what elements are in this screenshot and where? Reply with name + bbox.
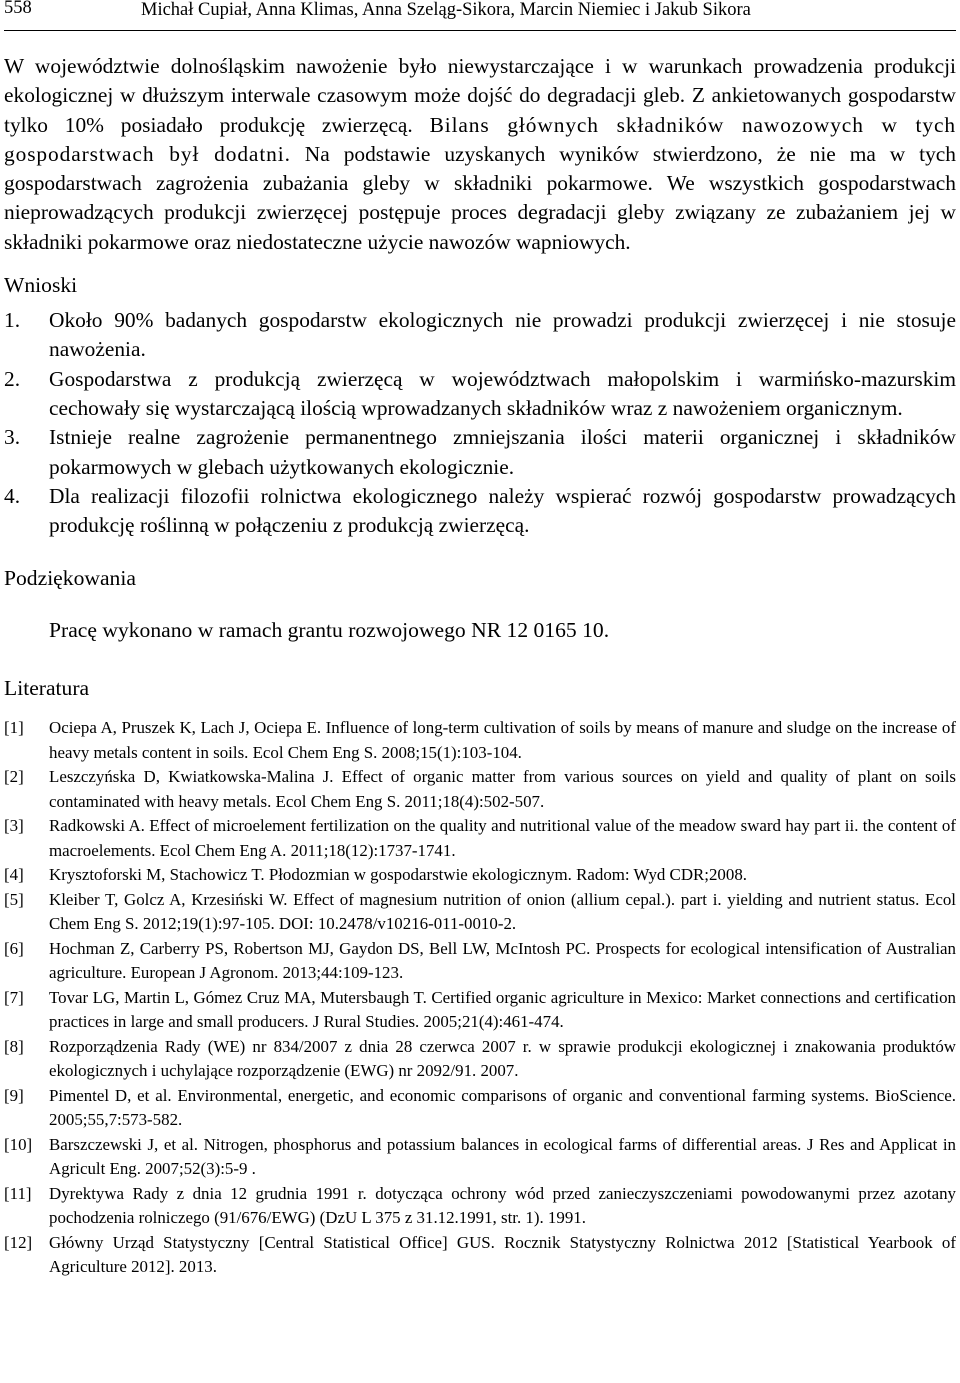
reference-text: Ociepa A, Pruszek K, Lach J, Ociepa E. Influence of long-term cultivation of soils by means of manure and sludge on the increase of heavy metals content in soils. Ecol Chem Eng S. 2008;15(1):103-104. [49, 718, 956, 762]
reference-item [4, 716, 956, 765]
conclusion-item [4, 482, 956, 541]
reference-number: [10] [4, 1134, 33, 1154]
reference-text: Barszczewski J, et al. Nitrogen, phosphorus and potassium balances in ecological farms of differential areas. J Res and Applicat in Agricult Eng. 2007;52(3):5-9 . [49, 1134, 956, 1179]
conclusions-list [4, 306, 956, 540]
reference-item [4, 937, 956, 986]
reference-number: [8] [4, 1036, 24, 1056]
conclusion-item [4, 365, 956, 424]
reference-number: [7] [4, 987, 24, 1007]
conclusion-number: 1. [4, 308, 21, 333]
reference-text: Radkowski A. Effect of microelement fertilization on the quality and nutritional value of the meadow sward hay part ii. the content of macroelements. Ecol Chem Eng A. 2011;18(12):1737-1741. [49, 816, 956, 860]
reference-text: Główny Urząd Statystyczny [Central Statistical Office] GUS. Rocznik Statystyczny Rolnictwa 2012 [Statistical Yearbook of Agriculture 2012]. 2013. [49, 1232, 956, 1277]
reference-number: [9] [4, 1085, 24, 1105]
intro-text-b: Bilans głównych składników nawozowych w tych gospodarstwach był dodatni. [4, 112, 956, 166]
reference-number: [12] [4, 1232, 33, 1252]
conclusion-text: Gospodarstwa z produkcją zwierzęcą w województwach małopolskim i warmińsko-mazurskim cechowały się wystarczającą ilością wprowadzanych składników wraz z nawożeniem organicznym. [49, 366, 956, 420]
intro-text-c: Na podstawie uzyskanych wyników stwierdzono, że nie ma w tych gospodarstwach zagrożenia zubażania gleby w składniki pokarmowe. We wszystkich gospodarstwach nieprowadzących produkcji zwierzęcej postępuje proces degradacji gleby związany ze zubażaniem jej w składniki pokarmowe oraz niedostateczne użycie nawozów wapniowych. [4, 141, 956, 254]
reference-number: [5] [4, 889, 24, 909]
reference-item [4, 1133, 956, 1182]
reference-number: [11] [4, 1183, 32, 1203]
conclusion-item [4, 423, 956, 482]
reference-number: [4] [4, 865, 24, 885]
reference-item [4, 986, 956, 1035]
reference-item [4, 1084, 956, 1133]
intro-paragraph [4, 52, 956, 257]
running-head-authors: Michał Cupiał, Anna Klimas, Anna Szeląg-Sikora, Marcin Niemiec i Jakub Sikora [141, 0, 751, 20]
reference-number: [3] [4, 816, 24, 836]
reference-item [4, 765, 956, 814]
reference-text: Tovar LG, Martin L, Gómez Cruz MA, Mutersbaugh T. Certified organic agriculture in Mexico: Market connections and certification practices in large and small producers. J Rural Studies. 2005;21(4):461-474. [49, 987, 956, 1032]
conclusion-number: 3. [4, 425, 21, 450]
page-number: 558 [4, 0, 32, 18]
reference-text: Krysztoforski M, Stachowicz T. Płodozmian w gospodarstwie ekologicznym. Radom: Wyd CDR;2008. [49, 865, 747, 885]
reference-text: Dyrektywa Rady z dnia 12 grudnia 1991 r. dotycząca ochrony wód przed zanieczyszczeniami powodowanymi przez azotany pochodzenia rolniczego (91/676/EWG) (DzU L 375 z 31.12.1991, str. 1). 1991. [49, 1183, 956, 1228]
acknowledgements-heading: Podziękowania [4, 566, 136, 591]
page-header [4, 0, 956, 31]
reference-item [4, 863, 956, 888]
references-list [4, 716, 956, 1280]
reference-number: [6] [4, 938, 24, 958]
conclusion-item [4, 306, 956, 365]
conclusion-number: 2. [4, 366, 21, 391]
reference-number: [1] [4, 718, 24, 738]
reference-text: Hochman Z, Carberry PS, Robertson MJ, Gaydon DS, Bell LW, McIntosh PC. Prospects for ecological intensification of Australian agriculture. European J Agronom. 2013;44:109-123. [49, 938, 956, 983]
reference-text: Leszczyńska D, Kwiatkowska-Malina J. Effect of organic matter from various sources on yield and quality of plant on soils contaminated with heavy metals. Ecol Chem Eng S. 2011;18(4):502-507. [49, 767, 956, 811]
references-heading: Literatura [4, 676, 90, 701]
conclusion-text: Około 90% badanych gospodarstw ekologicznych nie prowadzi produkcji zwierzęcej i nie stosuje nawożenia. [49, 308, 956, 362]
acknowledgements-text: Pracę wykonano w ramach grantu rozwojowego NR 12 0165 10. [49, 618, 610, 643]
reference-text: Rozporządzenia Rady (WE) nr 834/2007 z dnia 28 czerwca 2007 r. w sprawie produkcji ekologicznej i znakowania produktów ekologicznych i uchylające rozporządzenie (EWG) nr 2092/91. 2007. [49, 1036, 956, 1081]
reference-item [4, 1231, 956, 1280]
reference-item [4, 888, 956, 937]
conclusion-number: 4. [4, 483, 21, 508]
conclusions-heading: Wnioski [4, 273, 78, 298]
intro-text-a: W województwie dolnośląskim nawożenie było niewystarczające i w warunkach prowadzenia produkcji ekologicznej w dłuższym interwale czasowym może dojść do degradacji gleb. Z ankietowanych gospodarstw tylko 10% posiadało produkcję zwierzęcą. [4, 54, 956, 137]
reference-item [4, 1035, 956, 1084]
reference-item [4, 1182, 956, 1231]
reference-number: [2] [4, 767, 24, 787]
conclusion-text: Dla realizacji filozofii rolnictwa ekologicznego należy wspierać rozwój gospodarstw prowadzących produkcję roślinną w połączeniu z produkcją zwierzęcą. [49, 483, 956, 538]
reference-item [4, 814, 956, 863]
conclusion-text: Istnieje realne zagrożenie permanentnego zmniejszania ilości materii organicznej i składników pokarmowych w glebach użytkowanych ekologicznie. [49, 425, 956, 479]
reference-text: Kleiber T, Golcz A, Krzesiński W. Effect of magnesium nutrition of onion (allium cepal.). part i. yielding and nutrient status. Ecol Chem Eng S. 2012;19(1):97-105. DOI: 10.2478/v10216-011-0010-2. [49, 889, 956, 934]
reference-text: Pimentel D, et al. Environmental, energetic, and economic comparisons of organic and conventional farming systems. BioScience. 2005;55,7:573-582. [49, 1085, 956, 1130]
